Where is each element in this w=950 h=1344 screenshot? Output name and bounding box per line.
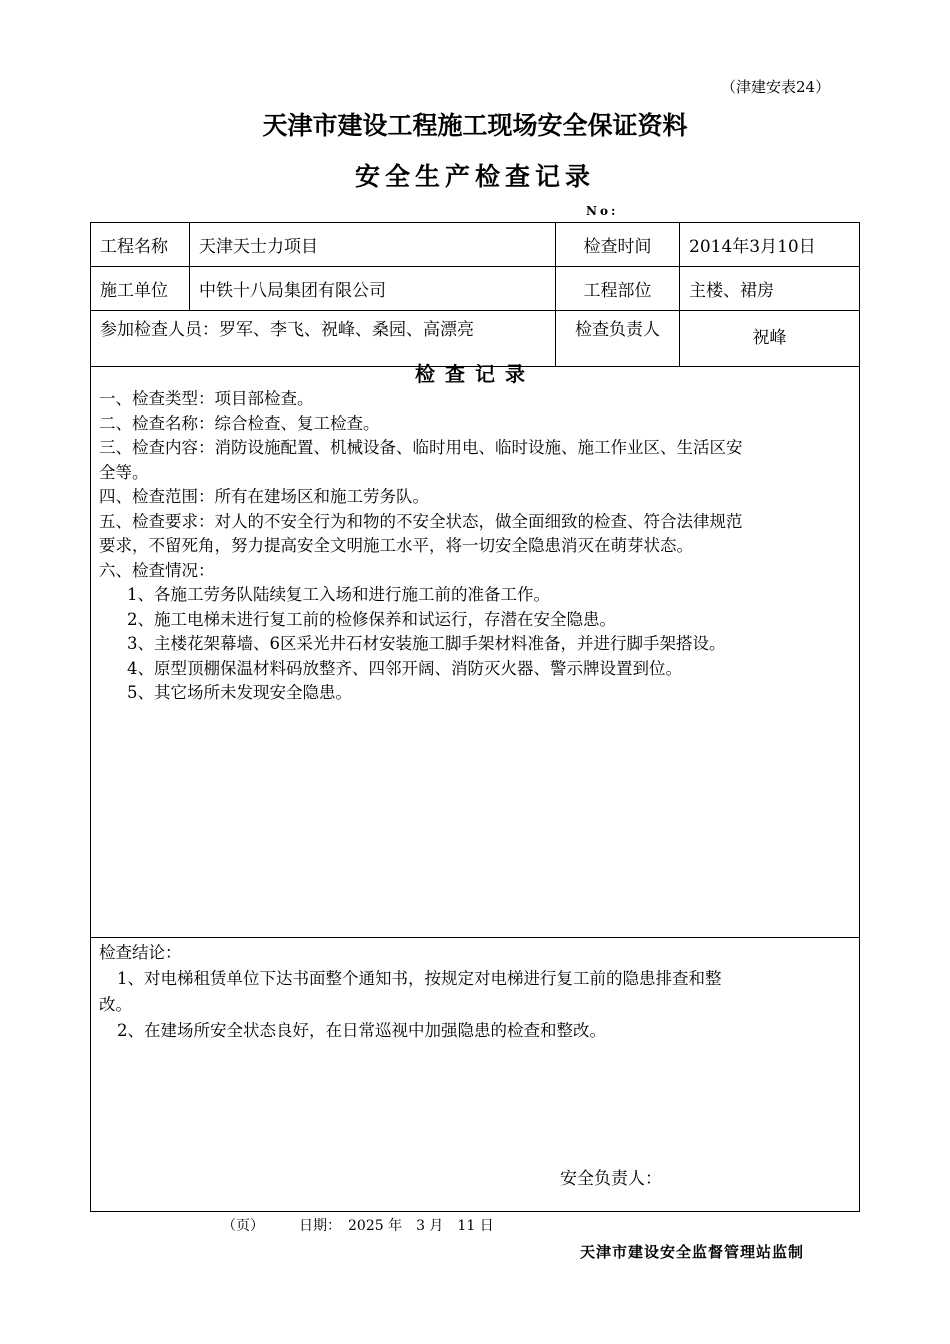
issuer-footer: 天津市建设安全监督管理站监制 [580, 1243, 805, 1261]
record-line: 三、检查内容：消防设施配置、机械设备、临时用电、临时设施、施工作业区、生活区安 [99, 438, 743, 457]
record-item: 5、其它场所未发现安全隐患。 [127, 683, 352, 702]
record-body [91, 387, 859, 706]
contractor-value: 中铁十八局集团有限公司 [190, 267, 556, 311]
leader-value: 祝峰 [680, 311, 860, 367]
info-row [91, 267, 860, 311]
conclusion-line: 1、对电梯租赁单位下达书面整个通知书，按规定对电梯进行复工前的隐患排查和整 [117, 969, 722, 988]
document-title: 天津市建设工程施工现场安全保证资料 [262, 111, 688, 140]
document-subtitle: 安全生产检查记录 [354, 162, 595, 191]
conclusion-section [90, 937, 860, 1212]
record-line: 二、检查名称：综合检查、复工检查。 [99, 413, 380, 433]
page-date-footer: （页） 日期： 2025 年 3 月 11 日 [222, 1218, 494, 1234]
project-name-value: 天津天士力项目 [190, 223, 556, 267]
record-item: 4、原型顶棚保温材料码放整齐、四邻开阔、消防灭火器、警示牌设置到位。 [127, 658, 682, 678]
record-title: 检查记录 [415, 362, 535, 386]
record-line: 要求，不留死角，努力提高安全文明施工水平，将一切安全隐患消灭在萌芽状态。 [99, 536, 693, 555]
info-row [91, 223, 860, 267]
record-line: 四、检查范围：所有在建场区和施工劳务队。 [99, 487, 429, 506]
check-time-label: 检查时间 [556, 223, 680, 267]
contractor-label: 施工单位 [91, 267, 190, 311]
part-value: 主楼、裙房 [680, 267, 860, 311]
record-line: 六、检查情况： [99, 560, 215, 580]
conclusion-body [91, 938, 859, 1044]
record-item: 1、各施工劳务队陆续复工入场和进行施工前的准备工作。 [127, 585, 550, 604]
conclusion-label: 检查结论： [99, 943, 182, 962]
leader-label: 检查负责人 [556, 311, 680, 367]
record-line: 五、检查要求：对人的不安全行为和物的不安全状态，做全面细致的检查、符合法律规范 [99, 511, 743, 531]
part-label: 工程部位 [556, 267, 680, 311]
record-item: 2、施工电梯未进行复工前的检修保养和试运行，存潜在安全隐患。 [127, 609, 616, 629]
record-line: 一、检查类型：项目部检查。 [99, 389, 314, 408]
check-time-value: 2014年3月10日 [680, 223, 860, 267]
record-item: 3、主楼花架幕墙、6区采光井石材安装施工脚手架材料准备，并进行脚手架搭设。 [127, 634, 726, 653]
conclusion-line: 改。 [99, 995, 132, 1014]
safety-officer-signature-label: 安全负责人： [560, 1169, 662, 1189]
conclusion-line: 2、在建场所安全状态良好，在日常巡视中加强隐患的检查和整改。 [117, 1021, 606, 1040]
record-line: 全等。 [99, 462, 149, 482]
participants: 参加检查人员：罗军、李飞、祝峰、桑园、高漂亮 [91, 311, 556, 367]
project-name-label: 工程名称 [91, 223, 190, 267]
inspection-record-section [90, 356, 860, 938]
form-number: （津建安表24） [721, 78, 831, 96]
record-number-label: No: [586, 204, 619, 218]
info-table [90, 222, 860, 367]
